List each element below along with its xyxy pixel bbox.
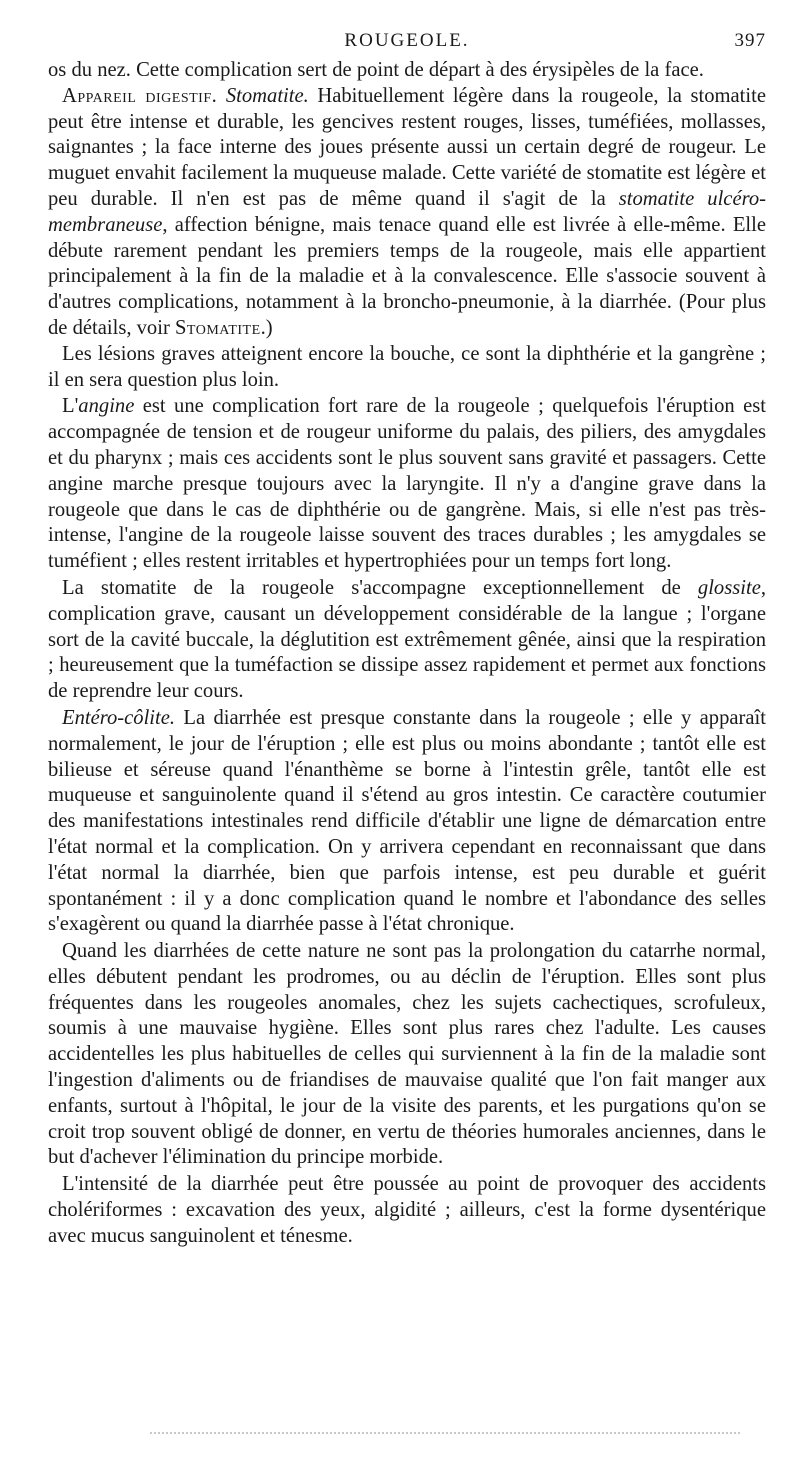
running-title: ROUGEOLE.	[344, 30, 470, 51]
paragraph-stomatite	[48, 84, 766, 342]
italic-term: glossite	[697, 576, 761, 599]
faint-bottom-rule	[150, 1432, 740, 1434]
section-heading: Appareil digestif.	[62, 84, 218, 107]
paragraph-angine	[48, 394, 766, 575]
paragraph-intensite	[48, 1172, 766, 1249]
subsection-heading: Stomatite.	[225, 84, 309, 107]
italic-term: stomatite ulcéro-membraneuse	[48, 187, 766, 236]
paragraph-text: , affection bénigne, mais tenace quand elle est livrée à elle-même. Elle débute rarement pendant les premiers temps de la rougeole, mais elle appartient principalement à la fin de la maladie et à la convalescence. Elle s'associe souvent à d'autres complications, notamment à la broncho-pneumonie, à la diarrhée. (Pour plus de détails, voir	[48, 213, 766, 339]
paragraph-text: Habituellement légère dans la rougeole, la stomatite peut être intense et durable, les gencives restent rouges, lisses, tuméfiées, mollasses, saignantes ; la face interne des joues présente aussi un certain degré de rougeur. Le muguet envahit facilement la muqueuse malade. Cette variété de stomatite est légère et peu durable. Il n'en est pas de même quand il s'agit de la	[48, 84, 766, 210]
paragraph-text: La stomatite de la rougeole s'accompagne exceptionnellement de	[62, 576, 698, 599]
paragraph-text: .)	[260, 316, 273, 339]
paragraph-lesions	[48, 342, 766, 394]
paragraph-text: Quand les diarrhées de cette nature ne sont pas la prolongation du catarrhe normal, elles débutent pendant les prodromes, ou au déclin de l'éruption. Elles sont plus fréquentes dans les rougeoles anomales, chez les sujets cachectiques, scrofuleux, soumis à une mauvaise hygiène. Elles sont plus rares chez l'adulte. Les causes accidentelles les plus habituelles de celles qui surviennent à la fin de la maladie sont l'ingestion d'aliments ou de friandises de mauvaise qualité que l'on fait manger aux enfants, surtout à l'hôpital, le jour de la visite des parents, et les purgations qu'on se croit trop souvent obligé de donner, en vertu de théories humorales anciennes, dans le but d'achever l'élimination du principe morbide.	[48, 940, 766, 1169]
subsection-heading: Entéro-côlite.	[62, 706, 176, 729]
paragraph-text: , complication grave, causant un développement considérable de la langue ; l'organe sort de la cavité buccale, la déglutition est extrêmement gênée, ainsi que la respiration ; heureusement que la tuméfaction se dissipe assez rapidement et permet aux fonctions de reprendre leur cours.	[48, 576, 766, 703]
paragraph-entero-colite	[48, 706, 766, 938]
paragraph-text: L'intensité de la diarrhée peut être poussée au point de provoquer des accidents cholériformes : excavation des yeux, algidité ; ailleurs, c'est la forme dysentérique avec mucus sanguinolent et ténesme.	[48, 1173, 766, 1247]
paragraph-text: os du nez. Cette complication sert de point de départ à des érysipèles de la face.	[48, 59, 704, 81]
paragraph-diarrhees	[48, 939, 766, 1171]
cross-reference: Stomatite	[174, 316, 261, 339]
paragraph-text: est une complication fort rare de la rougeole ; quelquefois l'éruption est accompagnée de tension et de rougeur uniforme du palais, des piliers, des amygdales et du pharynx ; mais ces accidents sont le plus souvent sans gravité et passagers. Cette angine marche presque toujours avec la laryngite. Il n'y a d'angine grave dans la rougeole que dans le cas de diphthérie ou de gangrène. Mais, si elle n'est pas très-intense, l'angine de la rougeole laisse souvent des traces durables ; les amygdales se tuméfient ; elles restent irritables et hypertrophiées pour un temps fort long.	[48, 395, 766, 573]
paragraph-continuation	[48, 58, 766, 84]
paragraph-text: L'	[62, 395, 79, 418]
page-number: 397	[734, 30, 766, 51]
running-header	[48, 30, 766, 56]
paragraph-text: Les lésions graves atteignent encore la bouche, ce sont la diphthérie et la gangrène ; il en sera question plus loin.	[48, 342, 766, 391]
paragraph-text: La diarrhée est presque constante dans la rougeole ; elle y apparaît normalement, le jour de l'éruption ; elle est plus ou moins abondante ; tantôt elle est bilieuse et séreuse quand l'énanthème se borne à l'intestin grêle, tantôt elle est muqueuse et sanguinolente quand il s'étend au gros intestin. Ce caractère coutumier des manifestations intestinales rend difficile d'établir une ligne de démarcation entre l'état normal et la complication. On y arrivera cependant en reconnaissant que dans l'état normal la diarrhée, bien que parfois intense, est peu durable et guérit spontanément : il y a donc complication quand le nombre et l'abondance des selles s'exagèrent ou quand la diarrhée passe à l'état chronique.	[48, 706, 766, 936]
italic-term: angine	[78, 395, 135, 418]
paragraph-glossite	[48, 576, 766, 705]
body-text	[48, 58, 766, 1250]
